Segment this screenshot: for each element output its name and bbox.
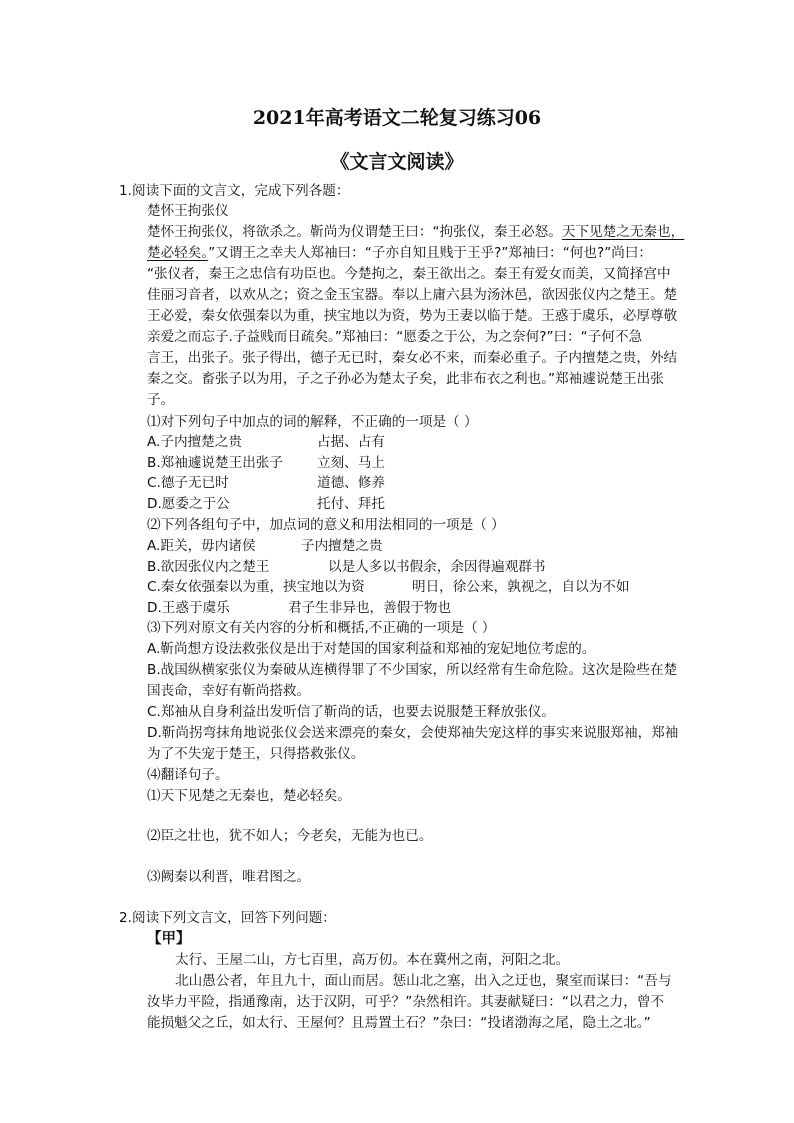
subquestion-1-stem: ⑴对下列句子中加点的词的解释，不正确的一项是（ ） xyxy=(147,414,478,430)
option-b-cont: 国丧命，幸好有靳尚搭救。 xyxy=(147,683,311,699)
translation-item-2: ⑵臣之壮也，犹不如人；今老矣，无能为也已。 xyxy=(147,828,433,844)
passage-line: 能损魁父之丘，如太行、王屋何？且焉置土石？”杂曰：“投诸渤海之尾，隐土之北。” xyxy=(147,1015,651,1031)
passage-title: 楚怀王拘张仪 xyxy=(147,203,229,219)
option-b: B.战国纵横家张仪为秦破从连横得罪了不少国家，所以经常有生命危险。这次是险些在楚 xyxy=(147,662,678,678)
subquestion-4-stem: ⑷翻译句子。 xyxy=(147,767,229,783)
option-c: C.秦女依强秦以为重，挟宝地以为资 xyxy=(147,579,365,595)
passage-line: 亲爱之而忘子.子益贱而日疏矣。”郑袖曰：“愿委之于公，为之奈何?”曰：“子何不急 xyxy=(147,329,643,345)
passage-line: 北山愚公者，年且九十，面山而居。惩山北之塞，出入之迂也，聚室而谋曰：“吾与 xyxy=(175,973,672,989)
passage-text: ”又谓王之幸夫人郑袖曰：“子亦自知且贱于王乎?”郑袖曰：“何也?”尚曰： xyxy=(208,245,653,261)
option-b: B.欲因张仪内之楚王 xyxy=(147,559,270,575)
passage-line xyxy=(147,222,684,242)
option-d: D.王惑于虞乐 xyxy=(147,600,230,616)
option-b-explanation: 立刻、马上 xyxy=(317,455,385,471)
underlined-sentence: 天下见楚之无秦也， xyxy=(561,224,685,240)
option-d-cont: 为了不失宠于楚王，只得搭救张仪。 xyxy=(147,746,365,762)
question-1-intro: 1.阅读下面的文言文，完成下列各题： xyxy=(119,183,350,199)
section-label: 【甲】 xyxy=(147,931,191,947)
passage-line xyxy=(147,243,652,263)
passage-line: 汝毕力平险，指通豫南，达于汉阴，可乎？”杂然相许。其妻献疑曰：“以君之力，曾不 xyxy=(147,994,665,1010)
option-a: A.子内擅楚之贵 xyxy=(147,434,242,450)
passage-line: 秦之交。畜张子以为用，子之子孙必为楚太子矣，此非布衣之利也。”郑袖遽说楚王出张 xyxy=(147,371,664,387)
underlined-sentence: 楚必轻矣。 xyxy=(147,245,209,261)
passage-line: 佳丽习音者，以欢从之；资之金玉宝器。奉以上庸六县为汤沐邑，欲因张仪内之楚王。楚 xyxy=(147,287,678,303)
passage-text: 楚怀王拘张仪，将欲杀之。靳尚为仪谓楚王曰：“拘张仪，秦王必怒。 xyxy=(147,224,562,240)
translation-item-3: ⑶阙秦以利晋，唯君图之。 xyxy=(147,869,311,885)
option-a-explanation: 占据、占有 xyxy=(317,434,385,450)
passage-line: “张仪者，秦王之忠信有功臣也。今楚拘之，秦王欲出之。秦王有爱女而美，又简择宫中 xyxy=(147,266,671,282)
passage-line: 太行、王屋二山，方七百里，高万仞。本在冀州之南，河阳之北。 xyxy=(175,952,570,968)
option-a: A.靳尚想方设法救张仪是出于对楚国的国家利益和郑袖的宠妃地位考虑的。 xyxy=(147,641,596,657)
translation-item-1: ⑴天下见楚之无秦也，楚必轻矣。 xyxy=(147,788,351,804)
option-b-pair: 以是人多以书假余，余因得遍观群书 xyxy=(328,559,546,575)
document-subtitle: 《文言文阅读》 xyxy=(330,151,464,173)
option-c: C.郑袖从自身利益出发听信了靳尚的话，也要去说服楚王释放张仪。 xyxy=(147,704,556,720)
option-d: D.愿委之于公 xyxy=(147,496,230,512)
option-b: B.郑袖遽说楚王出张子 xyxy=(147,455,283,471)
passage-line: 言王，出张子。张子得出，德子无已时，秦女必不来，而秦必重子。子内擅楚之贵，外结 xyxy=(147,350,678,366)
option-d-pair: 君子生非异也，善假于物也 xyxy=(288,600,452,616)
subquestion-2-stem: ⑵下列各组句子中，加点词的意义和用法相同的一项是（ ） xyxy=(147,517,505,533)
option-a: A.距关，毋内诸侯 xyxy=(147,538,256,554)
passage-line: 子。 xyxy=(147,392,175,408)
option-c-pair: 明日，徐公来，孰视之，自以为不如 xyxy=(412,579,630,595)
option-d-explanation: 托付、拜托 xyxy=(317,496,385,512)
option-a-pair: 子内擅楚之贵 xyxy=(301,538,383,554)
option-d: D.靳尚拐弯抹角地说张仪会送来漂亮的秦女，会使郑袖失宠这样的事实来说服郑袖，郑袖 xyxy=(147,725,679,741)
document-title: 2021年高考语文二轮复习练习06 xyxy=(252,107,542,129)
question-2-intro: 2.阅读下列文言文，回答下列问题： xyxy=(119,910,336,926)
option-c: C.德子无已时 xyxy=(147,475,229,491)
subquestion-3-stem: ⑶下列对原文有关内容的分析和概括,不正确的一项是（ ） xyxy=(147,620,496,636)
passage-line: 王必爱，秦女依强秦以为重，挟宝地以为资，势为王妻以临于楚。王惑于虞乐，必厚尊敬 xyxy=(147,308,678,324)
option-c-explanation: 道德、修养 xyxy=(317,475,385,491)
